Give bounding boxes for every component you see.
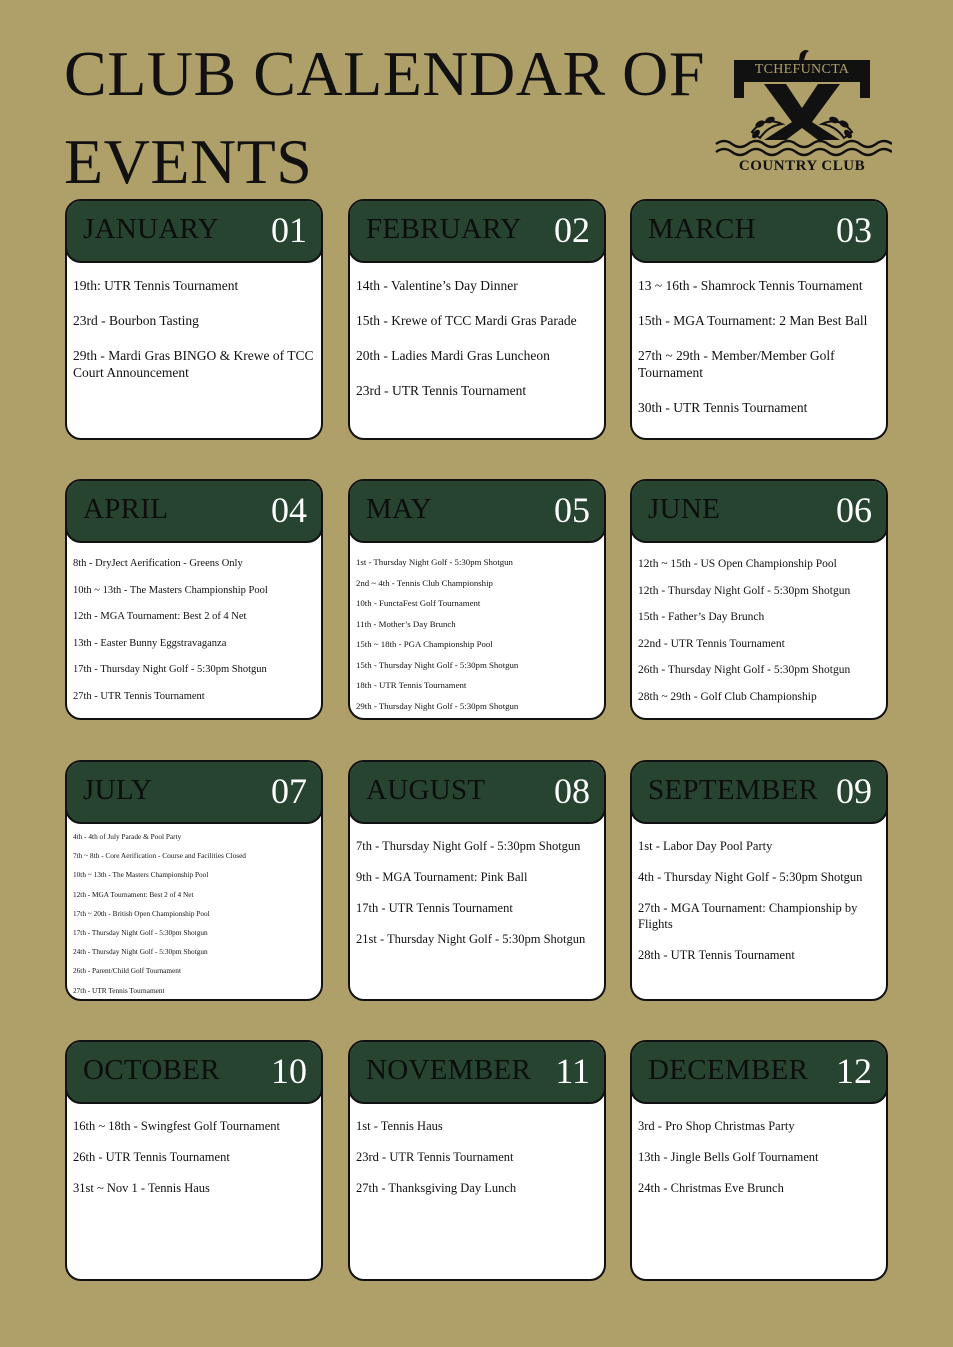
event-item: 14th - Valentine’s Day Dinner bbox=[356, 278, 518, 293]
event-item: 24th - Thursday Night Golf - 5:30pm Shotgun bbox=[73, 947, 208, 957]
event-item: 23rd - UTR Tennis Tournament bbox=[356, 1150, 514, 1164]
month-header bbox=[348, 760, 606, 824]
event-item: 23rd - Bourbon Tasting bbox=[73, 313, 199, 328]
month-card-february bbox=[348, 199, 606, 440]
page-title-line-2: EVENTS bbox=[64, 126, 313, 197]
month-name: MARCH bbox=[648, 213, 756, 245]
event-item: 10th ~ 13th - The Masters Championship Pool bbox=[73, 870, 209, 880]
event-list bbox=[73, 832, 315, 1001]
event-list bbox=[73, 1118, 315, 1211]
event-list bbox=[638, 277, 880, 434]
event-item: 12th ~ 15th - US Open Championship Pool bbox=[638, 558, 837, 570]
month-header bbox=[348, 479, 606, 543]
event-item: 29th - Mardi Gras BINGO & Krewe of TCC Court Announcement bbox=[73, 348, 314, 380]
event-item: 12th - MGA Tournament: Best 2 of 4 Net bbox=[73, 611, 247, 622]
month-name: JUNE bbox=[648, 493, 721, 525]
month-header bbox=[348, 199, 606, 263]
event-list bbox=[73, 277, 315, 399]
month-header bbox=[630, 199, 888, 263]
month-name: FEBRUARY bbox=[366, 213, 522, 245]
month-number: 05 bbox=[554, 490, 590, 530]
event-item: 15th - Father’s Day Brunch bbox=[638, 611, 765, 623]
event-item: 10th - FunctaFest Golf Tournament bbox=[356, 598, 481, 608]
event-list bbox=[73, 557, 315, 716]
event-item: 27th - UTR Tennis Tournament bbox=[73, 690, 205, 702]
month-name: DECEMBER bbox=[648, 1054, 809, 1086]
event-item: 1st - Thursday Night Golf - 5:30pm Shotgun bbox=[356, 557, 513, 567]
month-number: 11 bbox=[555, 1051, 590, 1091]
month-name: JULY bbox=[83, 774, 153, 806]
month-name: JANUARY bbox=[83, 213, 219, 245]
month-card-march bbox=[630, 199, 888, 440]
month-header bbox=[65, 760, 323, 824]
month-card-july bbox=[65, 760, 323, 1001]
month-header bbox=[65, 199, 323, 263]
event-item: 26th - Parent/Child Golf Tournament bbox=[73, 966, 181, 976]
month-number: 10 bbox=[271, 1051, 307, 1091]
month-card-april bbox=[65, 479, 323, 720]
month-number: 01 bbox=[271, 210, 307, 250]
event-list bbox=[356, 1118, 598, 1211]
month-header bbox=[348, 1040, 606, 1104]
event-item: 8th - DryJect Aerification - Greens Only bbox=[73, 558, 243, 569]
event-item: 20th - Ladies Mardi Gras Luncheon bbox=[356, 348, 550, 363]
month-card-august bbox=[348, 760, 606, 1001]
month-card-september bbox=[630, 760, 888, 1001]
event-item: 13th - Easter Bunny Eggstravaganza bbox=[73, 637, 227, 649]
event-item: 15th - Thursday Night Golf - 5:30pm Shotgun bbox=[356, 659, 519, 670]
event-item: 27th ~ 29th - Member/Member Golf Tournament bbox=[638, 348, 835, 380]
event-item: 11th - Mother’s Day Brunch bbox=[356, 618, 456, 629]
month-number: 12 bbox=[836, 1051, 872, 1091]
event-list bbox=[638, 838, 880, 978]
event-item: 12th - Thursday Night Golf - 5:30pm Shotgun bbox=[638, 584, 851, 597]
month-card-december bbox=[630, 1040, 888, 1281]
event-item: 12th - MGA Tournament: Best 2 of 4 Net bbox=[73, 889, 194, 899]
month-name: MAY bbox=[366, 493, 432, 525]
month-card-january bbox=[65, 199, 323, 440]
month-name: OCTOBER bbox=[83, 1054, 220, 1086]
event-item: 3rd - Pro Shop Christmas Party bbox=[638, 1119, 795, 1133]
event-item: 17th - UTR Tennis Tournament bbox=[356, 901, 513, 915]
event-item: 15th - MGA Tournament: 2 Man Best Ball bbox=[638, 313, 868, 328]
event-item: 28th - UTR Tennis Tournament bbox=[638, 948, 795, 962]
event-item: 18th - UTR Tennis Tournament bbox=[356, 680, 467, 690]
month-header bbox=[630, 1040, 888, 1104]
month-name: SEPTEMBER bbox=[648, 774, 819, 806]
event-item: 7th ~ 8th - Core Aerification - Course and Facilities Closed bbox=[73, 851, 246, 861]
event-item: 30th - UTR Tennis Tournament bbox=[638, 400, 808, 415]
event-item: 26th - Thursday Night Golf - 5:30pm Shotgun bbox=[638, 664, 851, 676]
month-card-june bbox=[630, 479, 888, 720]
event-item: 24th - Christmas Eve Brunch bbox=[638, 1181, 784, 1195]
month-header bbox=[65, 479, 323, 543]
event-item: 26th - UTR Tennis Tournament bbox=[73, 1150, 230, 1164]
month-name: NOVEMBER bbox=[366, 1054, 532, 1086]
event-item: 31st ~ Nov 1 - Tennis Haus bbox=[73, 1181, 210, 1195]
month-number: 04 bbox=[271, 490, 307, 530]
month-header bbox=[630, 760, 888, 824]
event-item: 1st - Tennis Haus bbox=[356, 1119, 443, 1133]
month-header bbox=[65, 1040, 323, 1104]
event-item: 23rd - UTR Tennis Tournament bbox=[356, 383, 527, 398]
month-number: 02 bbox=[554, 210, 590, 250]
event-list bbox=[356, 838, 598, 962]
event-list bbox=[638, 557, 880, 716]
page-title bbox=[64, 30, 714, 206]
event-item: 17th - Thursday Night Golf - 5:30pm Shotgun bbox=[73, 927, 208, 937]
month-number: 06 bbox=[836, 490, 872, 530]
month-number: 07 bbox=[271, 771, 307, 811]
event-list bbox=[638, 1118, 880, 1211]
event-item: 27th - MGA Tournament: Championship by Flights bbox=[638, 901, 858, 931]
logo-top-text: TCHEFUNCTA bbox=[754, 62, 850, 77]
event-item: 15th ~ 18th - PGA Championship Pool bbox=[356, 639, 493, 649]
event-item: 4th - 4th of July Parade & Pool Party bbox=[73, 832, 182, 841]
month-number: 09 bbox=[836, 771, 872, 811]
month-card-november bbox=[348, 1040, 606, 1281]
event-item: 17th - Thursday Night Golf - 5:30pm Shotgun bbox=[73, 664, 267, 675]
event-item: 21st - Thursday Night Golf - 5:30pm Shotgun bbox=[356, 932, 586, 946]
event-item: 15th - Krewe of TCC Mardi Gras Parade bbox=[356, 313, 577, 328]
event-item: 13th - Jingle Bells Golf Tournament bbox=[638, 1150, 819, 1164]
logo-bottom-text: COUNTRY CLUB bbox=[738, 158, 866, 174]
month-number: 08 bbox=[554, 771, 590, 811]
event-item: 9th - MGA Tournament: Pink Ball bbox=[356, 870, 528, 884]
event-item: 1st - Labor Day Pool Party bbox=[638, 839, 773, 853]
event-item: 29th - Thursday Night Golf - 5:30pm Shotgun bbox=[356, 700, 519, 711]
event-item: 19th: UTR Tennis Tournament bbox=[73, 278, 239, 293]
event-item: 27th - UTR Tennis Tournament bbox=[73, 985, 165, 995]
event-item: 4th - Thursday Night Golf - 5:30pm Shotgun bbox=[638, 870, 863, 884]
event-item: 17th ~ 20th - British Open Championship Pool bbox=[73, 908, 210, 918]
event-item: 10th ~ 13th - The Masters Championship Pool bbox=[73, 584, 268, 596]
event-item: 28th ~ 29th - Golf Club Championship bbox=[638, 690, 817, 703]
event-item: 27th - Thanksgiving Day Lunch bbox=[356, 1181, 517, 1195]
event-item: 2nd ~ 4th - Tennis Club Championship bbox=[356, 577, 493, 588]
event-list bbox=[356, 277, 598, 417]
event-item: 7th - Thursday Night Golf - 5:30pm Shotgun bbox=[356, 839, 581, 853]
event-item: 16th ~ 18th - Swingfest Golf Tournament bbox=[73, 1119, 281, 1133]
event-item: 13 ~ 16th - Shamrock Tennis Tournament bbox=[638, 278, 863, 293]
month-number: 03 bbox=[836, 210, 872, 250]
event-item: 22nd - UTR Tennis Tournament bbox=[638, 637, 785, 650]
month-name: APRIL bbox=[83, 493, 169, 525]
club-logo bbox=[712, 44, 892, 182]
page-title-line-1: CLUB CALENDAR OF bbox=[64, 38, 705, 109]
month-card-october bbox=[65, 1040, 323, 1281]
event-list bbox=[356, 557, 598, 720]
month-card-may bbox=[348, 479, 606, 720]
month-header bbox=[630, 479, 888, 543]
month-name: AUGUST bbox=[366, 774, 486, 806]
